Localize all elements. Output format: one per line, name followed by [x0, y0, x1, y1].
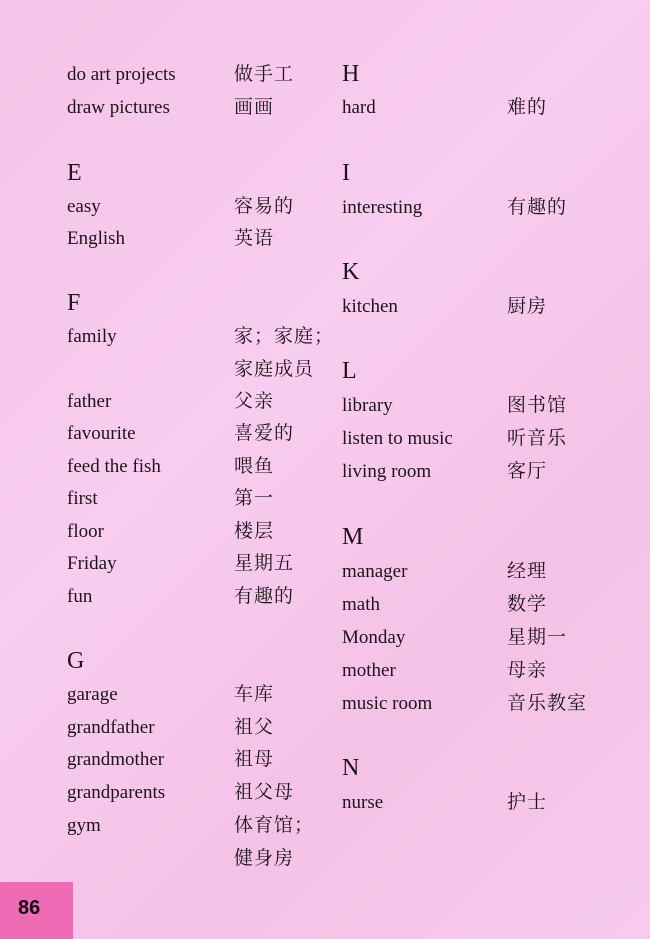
vocab-translation: 家；家庭； [234, 326, 335, 347]
vocab-translation: 数学 [507, 594, 548, 615]
vocab-word: hard [342, 97, 376, 118]
vocab-translation: 音乐教室 [507, 693, 588, 714]
vocab-translation-cont: 健身房 [234, 848, 295, 869]
section-letter: K [342, 259, 360, 285]
vocab-translation: 有趣的 [507, 197, 568, 218]
vocab-word: grandfather [67, 717, 155, 738]
vocab-word: favourite [67, 423, 136, 444]
vocab-translation: 祖母 [234, 749, 275, 770]
vocab-word: grandmother [67, 749, 165, 770]
vocab-translation: 体育馆； [234, 815, 315, 836]
vocab-word: draw pictures [67, 97, 170, 118]
vocab-translation: 做手工 [234, 64, 295, 85]
vocab-word: Monday [342, 627, 406, 648]
vocab-translation: 厨房 [507, 296, 548, 317]
vocab-translation: 星期一 [507, 627, 568, 648]
vocab-translation: 第一 [234, 488, 275, 509]
vocab-word: nurse [342, 792, 384, 813]
vocab-word: father [67, 391, 112, 412]
section-letter: I [342, 160, 350, 186]
vocab-word: gym [67, 815, 101, 836]
vocab-translation: 楼层 [234, 521, 275, 542]
vocab-translation: 容易的 [234, 196, 295, 217]
vocab-translation-cont: 家庭成员 [234, 359, 315, 380]
vocab-translation: 喜爱的 [234, 423, 295, 444]
vocab-translation: 母亲 [507, 660, 548, 681]
vocab-translation: 客厅 [507, 461, 548, 482]
vocab-translation: 星期五 [234, 553, 295, 574]
vocab-word: grandparents [67, 782, 166, 803]
vocab-word: do art projects [67, 64, 176, 85]
vocab-word: Friday [67, 553, 117, 574]
vocab-translation: 祖父母 [234, 782, 295, 803]
vocab-translation: 喂鱼 [234, 456, 275, 477]
section-letter: H [342, 61, 360, 87]
vocab-translation: 听音乐 [507, 428, 568, 449]
vocab-word: easy [67, 196, 101, 217]
section-letter: F [67, 290, 81, 316]
vocab-translation: 护士 [507, 792, 548, 813]
vocab-word: family [67, 326, 117, 347]
vocab-translation: 英语 [234, 228, 275, 249]
vocab-translation: 父亲 [234, 391, 275, 412]
vocab-translation: 画画 [234, 97, 275, 118]
vocab-word: fun [67, 586, 93, 607]
vocab-word: manager [342, 561, 408, 582]
vocab-translation: 图书馆 [507, 395, 568, 416]
section-letter: E [67, 160, 82, 186]
vocab-word: music room [342, 693, 433, 714]
vocab-translation: 车库 [234, 684, 275, 705]
page-number: 86 [18, 897, 41, 919]
vocab-word: English [67, 228, 126, 249]
vocab-word: living room [342, 461, 432, 482]
section-letter: N [342, 755, 360, 781]
vocab-word: floor [67, 521, 104, 542]
vocab-word: feed the fish [67, 456, 161, 477]
vocab-word: listen to music [342, 428, 453, 449]
vocab-word: first [67, 488, 98, 509]
vocab-word: kitchen [342, 296, 398, 317]
vocab-word: garage [67, 684, 118, 705]
vocab-translation: 经理 [507, 561, 548, 582]
vocab-word: math [342, 594, 380, 615]
vocab-translation: 有趣的 [234, 586, 295, 607]
vocab-word: mother [342, 660, 396, 681]
section-letter: G [67, 648, 85, 674]
vocab-word: library [342, 395, 393, 416]
vocab-translation: 祖父 [234, 717, 275, 738]
vocab-translation: 难的 [507, 97, 548, 118]
vocab-word: interesting [342, 197, 423, 218]
section-letter: L [342, 358, 357, 384]
section-letter: M [342, 524, 364, 550]
